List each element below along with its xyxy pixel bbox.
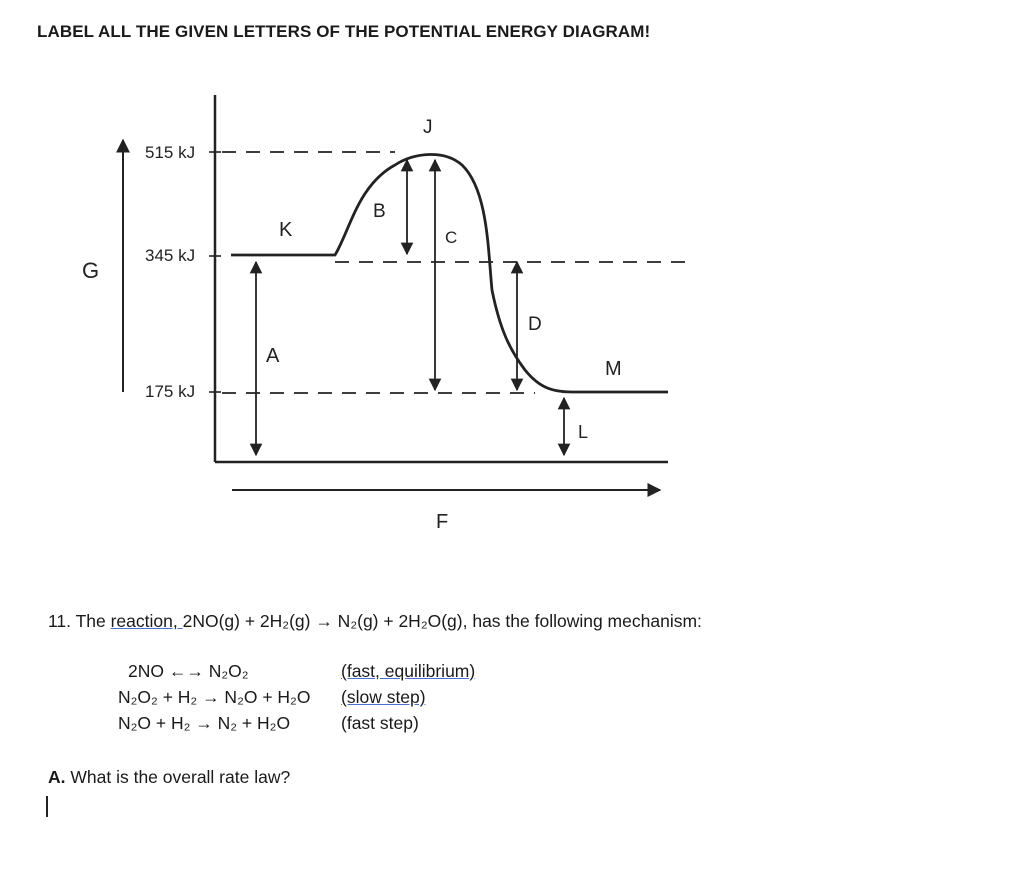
letter-f: F [436, 511, 449, 533]
mechanism-step-1 [128, 661, 249, 682]
reaction-text: 2NO(g) + 2H₂(g) → N₂(g) + 2H₂O(g), has the following mechanism: [182, 611, 702, 631]
question-intro: The [75, 611, 111, 631]
question-number: 11. [48, 611, 72, 631]
energy-curve [231, 154, 668, 392]
step-1-equation: 2NO ←→ N₂O₂ [128, 661, 249, 681]
energy-label-175: 175 kJ [145, 382, 196, 401]
letter-g: G [82, 258, 100, 283]
step-3-note: (fast step) [341, 713, 419, 733]
mechanism-step-1-note [341, 661, 475, 682]
text-cursor[interactable] [46, 796, 48, 817]
letter-j: J [423, 117, 433, 138]
letter-b: B [373, 201, 386, 222]
part-a-text: What is the overall rate law? [70, 767, 291, 787]
step-1-note: (fast, equilibrium) [341, 661, 476, 681]
step-2-equation: N₂O₂ + H₂ → N₂O + H₂O [118, 687, 311, 707]
letter-m: M [605, 358, 622, 380]
mechanism-step-2 [118, 687, 310, 708]
mechanism-step-3 [118, 713, 290, 734]
step-3-equation: N₂O + H₂ → N₂ + H₂O [118, 713, 291, 733]
page-title: LABEL ALL THE GIVEN LETTERS OF THE POTENTIAL ENERGY DIAGRAM! [37, 22, 651, 41]
energy-label-345: 345 kJ [145, 246, 196, 265]
letter-d: D [528, 314, 542, 335]
mechanism-step-3-note [341, 713, 419, 734]
letter-a: A [266, 345, 280, 367]
question-11 [48, 611, 702, 632]
energy-label-515: 515 kJ [145, 143, 196, 162]
letter-c: C [445, 228, 458, 247]
letter-l: L [578, 422, 589, 442]
part-a-question [48, 767, 290, 788]
step-2-note: (slow step) [341, 687, 426, 707]
letter-k: K [279, 219, 293, 241]
mechanism-step-2-note [341, 687, 426, 708]
reaction-link[interactable]: reaction, [110, 611, 183, 631]
part-a-label: A. [48, 767, 66, 787]
